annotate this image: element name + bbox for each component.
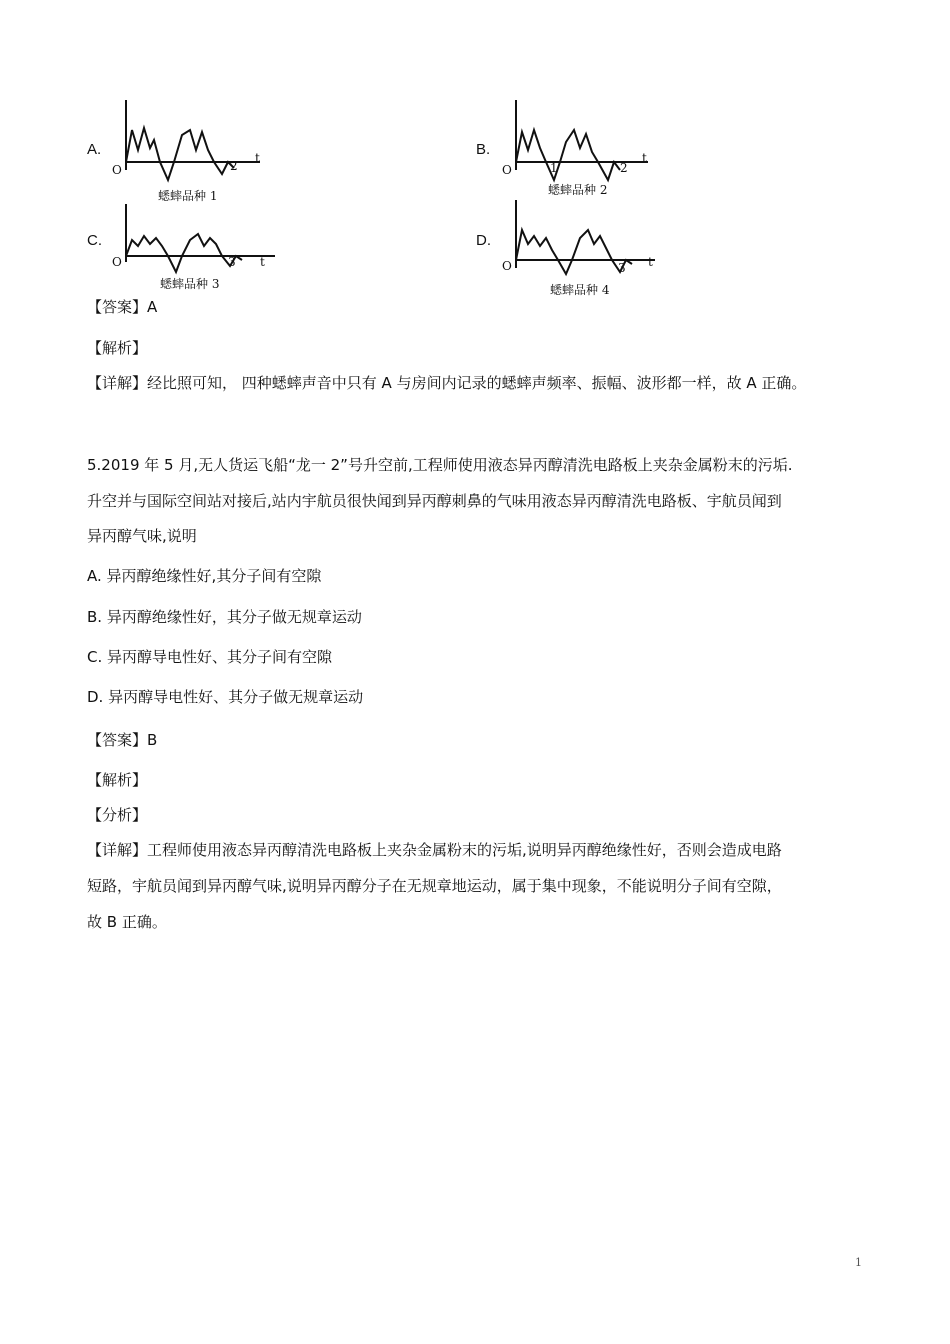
tick-label-1: 1: [550, 161, 558, 175]
origin-label: O: [112, 163, 122, 177]
q5-stem-line-2: 升空并与国际空间站对接后,站内宇航员很快闻到异丙醇刺鼻的气味用液态异丙醇清洗电路板、宇航员闻到: [87, 492, 782, 510]
q4-analysis-heading: 【解析】: [87, 339, 148, 357]
option-text: 异丙醇绝缘性好,其分子间有空隙: [106, 567, 322, 585]
q5-option-b: [87, 607, 362, 627]
option-a-waveform: [110, 100, 270, 205]
q5-analysis-heading: 【解析】: [87, 771, 148, 789]
t-axis-label: t: [648, 255, 653, 269]
origin-label: O: [502, 163, 512, 177]
q5-detail-line-1: 【详解】工程师使用液态异丙醇清洗电路板上夹杂金属粉末的污垢,说明异丙醇绝缘性好，否则会造成电路: [87, 841, 782, 859]
q5-detail-line-3: 故 B 正确。: [87, 913, 167, 931]
option-b-waveform: [500, 100, 660, 195]
t-axis-label: t: [260, 255, 265, 269]
option-a-label: A.: [87, 141, 102, 158]
origin-label: O: [502, 259, 512, 273]
q4-answer: 【答案】A: [87, 298, 158, 316]
option-text: 异丙醇导电性好、其分子做无规章运动: [108, 688, 364, 706]
tick-label: 3: [618, 261, 626, 275]
q5-option-d: [87, 687, 363, 707]
option-c-caption: 蟋蟀品种 3: [160, 277, 220, 291]
option-label: A.: [87, 567, 102, 585]
tick-label: 2: [230, 159, 238, 173]
q5-fenxi: 【分析】: [87, 806, 148, 824]
option-d-caption: 蟋蟀品种 4: [550, 283, 610, 297]
page-number: 1: [855, 1256, 862, 1269]
q5-stem-line-1: 5.2019 年 5 月,无人货运飞船“龙一 2”号升空前,工程师使用液态异丙醇清洗电路板上夹杂金属粉末的污垢.: [87, 456, 793, 474]
option-label: C.: [87, 648, 103, 666]
option-label: D.: [87, 688, 104, 706]
option-b-label: B.: [476, 141, 491, 158]
t-axis-label: t: [255, 151, 260, 165]
t-axis-label: t: [642, 151, 647, 165]
q5-stem-line-3: 异丙醇气味,说明: [87, 527, 197, 545]
tick-label-2: 2: [620, 161, 628, 175]
option-d-waveform: [500, 200, 665, 300]
q5-answer: 【答案】B: [87, 731, 158, 749]
option-b-caption: 蟋蟀品种 2: [548, 183, 608, 195]
option-d-label: D.: [476, 232, 491, 249]
q5-detail-line-2: 短路，宇航员闻到异丙醇气味,说明异丙醇分子在无规章地运动，属于集中现象，不能说明分子间有空隙，: [87, 877, 782, 895]
q5-option-c: [87, 647, 332, 667]
origin-label: O: [112, 255, 122, 269]
option-c-waveform: [110, 200, 285, 298]
option-c-label: C.: [87, 232, 102, 249]
tick-label: 3: [228, 255, 236, 269]
option-a-caption: 蟋蟀品种 1: [158, 189, 218, 203]
option-text: 异丙醇绝缘性好，其分子做无规章运动: [106, 608, 362, 626]
option-text: 异丙醇导电性好、其分子间有空隙: [107, 648, 333, 666]
option-label: B.: [87, 608, 103, 626]
q5-option-a: [87, 566, 321, 586]
q4-detail: 【详解】经比照可知， 四种蟋蟀声音中只有 A 与房间内记录的蟋蟀声频率、振幅、波形都一样，故 A 正确。: [87, 374, 807, 392]
